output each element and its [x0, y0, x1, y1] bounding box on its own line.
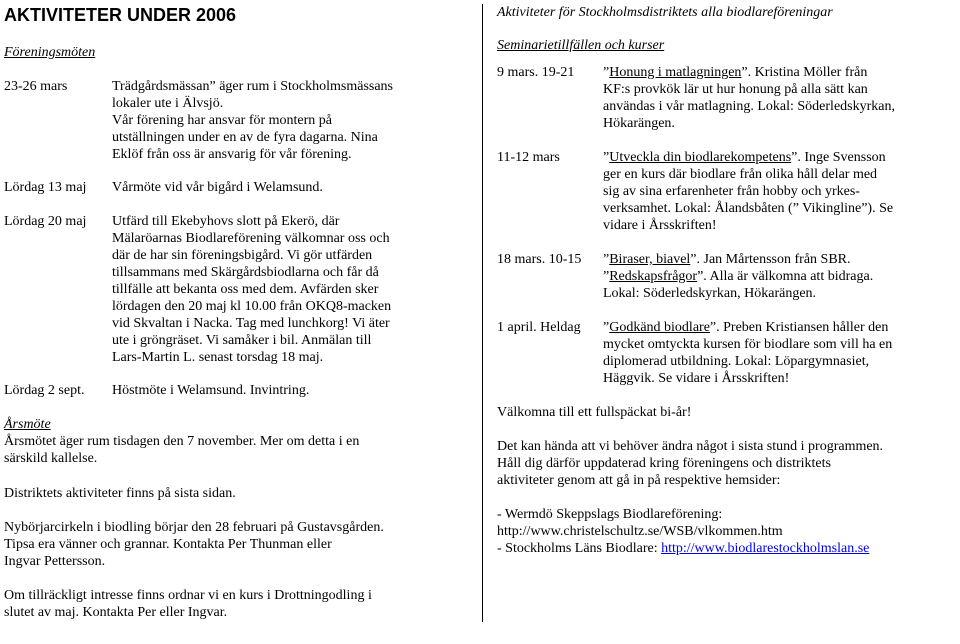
- event-line: lokaler ute i Älvsjö.: [112, 96, 224, 111]
- distrikt-note: Distriktets aktiviteter finns på sista sidan.: [4, 486, 236, 501]
- course-line: ”Biraser, biavel”. Jan Mårtensson från SBR.: [603, 252, 851, 267]
- course-line: Lokal: Söderledskyrkan, Hökarängen.: [603, 286, 817, 301]
- event-date: 23-26 mars: [4, 79, 68, 94]
- text-line: Nybörjarcirkeln i biodling börjar den 28 februari på Gustavsgården.: [4, 520, 384, 535]
- course-title: Biraser, biavel: [609, 252, 691, 267]
- column-divider: [482, 4, 483, 622]
- page-title: AKTIVITETER UNDER 2006: [4, 5, 237, 25]
- event-line: lördagen den 20 maj kl 10.00 från OKQ8-macken: [112, 299, 392, 314]
- course-line: mycket omtyckta kursen för biodlare som vill ha en: [603, 337, 893, 352]
- event-description: [112, 213, 470, 366]
- event-line: vid Skvaltan i Nacka. Tag med lunchkorg! Vi äter: [112, 316, 390, 331]
- event-line: Mälaröarnas Biodlareförening välkomnar oss och: [112, 231, 390, 246]
- course-line: ”Utveckla din biodlarekompetens”. Inge Svensson: [603, 150, 886, 165]
- course-line: verksamhet. Lokal: Ålandsbåten (” Vikingline”). Se: [603, 201, 894, 216]
- event-item: [4, 382, 470, 399]
- sthlm-label: - Stockholms Läns Biodlare:: [497, 541, 662, 556]
- text-line: Årsmötet äger rum tisdagen den 7 november. Mer om detta i en: [4, 434, 360, 449]
- course-line: vidare i Årsskriften!: [603, 218, 717, 233]
- event-line: Trädgårdsmässan” äger rum i Stockholmsmässans: [112, 79, 393, 94]
- text-line: aktiviteter genom att gå in på respektive hemsider:: [497, 473, 781, 488]
- event-description: [112, 179, 470, 196]
- event-description: [112, 382, 470, 399]
- course-line: ”Honung i matlagningen”. Kristina Möller från: [603, 65, 868, 80]
- event-item: [4, 78, 470, 163]
- wermdo-url: http://www.christelschultz.se/WSB/vlkommen.htm: [497, 524, 783, 539]
- event-item: [4, 213, 470, 366]
- nyborjar-text: [4, 519, 470, 570]
- event-line: ute i gröngräset. Vi samåker i bil. Anmälan till: [112, 333, 372, 348]
- course-description: [603, 64, 957, 132]
- text-line: Håll dig därför uppdaterad kring föreningens och distriktets: [497, 456, 831, 471]
- event-line: där de har sin föreningsbigård. Vi gör utfärden: [112, 248, 373, 263]
- course-title: Utveckla din biodlarekompetens: [609, 150, 792, 165]
- arsmote-text: [4, 433, 470, 467]
- course-line: användas i vår matlagning. Lokal: Söderledskyrkan,: [603, 99, 895, 114]
- event-date: Lördag 2 sept.: [4, 383, 85, 398]
- course-line: sig av sina erfarenheter från hobby och yrkes-: [603, 184, 860, 199]
- course-item: [497, 319, 957, 387]
- info-text: [497, 438, 957, 489]
- course-line-rest: ”. Inge Svensson: [791, 150, 886, 165]
- course-item: [497, 64, 957, 132]
- event-line: utställningen under en av de fyra dagarna. Nina: [112, 130, 378, 145]
- course-title: Godkänd biodlare: [609, 320, 710, 335]
- course-line: Hökarängen.: [603, 116, 675, 131]
- course-line: ”Redskapsfrågor”. Alla är välkomna att bidraga.: [603, 269, 874, 284]
- course-line: ger en kurs där biodlare från olika håll delar med: [603, 167, 878, 182]
- course-date: 9 mars. 19-21: [497, 65, 575, 80]
- text-line: slutet av maj. Kontakta Per eller Ingvar.: [4, 605, 228, 620]
- event-line: Vår förening har ansvar för montern på: [112, 113, 333, 128]
- text-line: Ingvar Pettersson.: [4, 554, 106, 569]
- course-line-rest: ”. Alla är välkomna att bidraga.: [697, 269, 874, 284]
- sthlm-link[interactable]: http://www.biodlarestockholmslan.se: [661, 541, 870, 556]
- event-line: Vårmöte vid vår bigård i Welamsund.: [112, 180, 323, 195]
- event-date: Lördag 13 maj: [4, 180, 87, 195]
- drottning-text: [4, 587, 470, 621]
- text-line: Om tillräckligt intresse finns ordnar vi en kurs i Drottningodling i: [4, 588, 372, 603]
- course-title: Honung i matlagningen: [609, 65, 742, 80]
- course-line-rest: ”. Preben Kristiansen håller den: [709, 320, 889, 335]
- section-foreningsmoten: Föreningsmöten: [4, 45, 96, 60]
- wermdo-label: - Wermdö Skeppslags Biodlareförening:: [497, 507, 723, 522]
- text-line: särskild kallelse.: [4, 451, 98, 466]
- event-line: tillsammans med Skärgårdsbiodlarna och får då: [112, 265, 379, 280]
- welcome-text: Välkomna till ett fullspäckat bi-år!: [497, 405, 692, 420]
- right-title: Aktiviteter för Stockholmsdistriktets alla biodlareföreningar: [497, 5, 833, 20]
- event-line: Eklöf från oss är ansvarig för vår förening.: [112, 147, 352, 162]
- course-line-rest: ”. Jan Mårtensson från SBR.: [690, 252, 851, 267]
- left-column: [4, 0, 470, 621]
- course-description: [603, 251, 957, 302]
- section-seminarier: Seminarietillfällen och kurser: [497, 38, 665, 53]
- course-line: Häggvik. Se vidare i Årsskriften!: [603, 371, 790, 386]
- course-description: [603, 319, 957, 387]
- event-line: Höstmöte i Welamsund. Invintring.: [112, 383, 310, 398]
- course-line: ”Godkänd biodlare”. Preben Kristiansen håller den: [603, 320, 889, 335]
- text-line: Det kan hända att vi behöver ändra något i sista stund i programmen.: [497, 439, 884, 454]
- course-line-rest: ”. Kristina Möller från: [741, 65, 868, 80]
- sthlm-line: [497, 540, 957, 557]
- text-line: Tipsa era vänner och grannar. Kontakta Per Thunman eller: [4, 537, 332, 552]
- event-description: [112, 78, 470, 163]
- course-description: [603, 149, 957, 234]
- right-column: [497, 0, 957, 557]
- event-line: Utfärd till Ekebyhovs slott på Ekerö, där: [112, 214, 340, 229]
- course-title: Redskapsfrågor: [609, 269, 698, 284]
- event-line: Lars-Martin L. senast torsdag 18 maj.: [112, 350, 324, 365]
- course-line: KF:s provkök lär ut hur honung på alla sätt kan: [603, 82, 868, 97]
- event-item: [4, 179, 470, 196]
- course-date: 18 mars. 10-15: [497, 252, 582, 267]
- event-line: tillfälle att bekanta oss med dem. Avfärden sker: [112, 282, 379, 297]
- course-item: [497, 251, 957, 302]
- course-item: [497, 149, 957, 234]
- course-line: diplomerad utbildning. Lokal: Löpargymnasiet,: [603, 354, 870, 369]
- section-arsmote: Årsmöte: [4, 417, 51, 432]
- course-date: 11-12 mars: [497, 150, 560, 165]
- event-date: Lördag 20 maj: [4, 214, 87, 229]
- course-date: 1 april. Heldag: [497, 320, 581, 335]
